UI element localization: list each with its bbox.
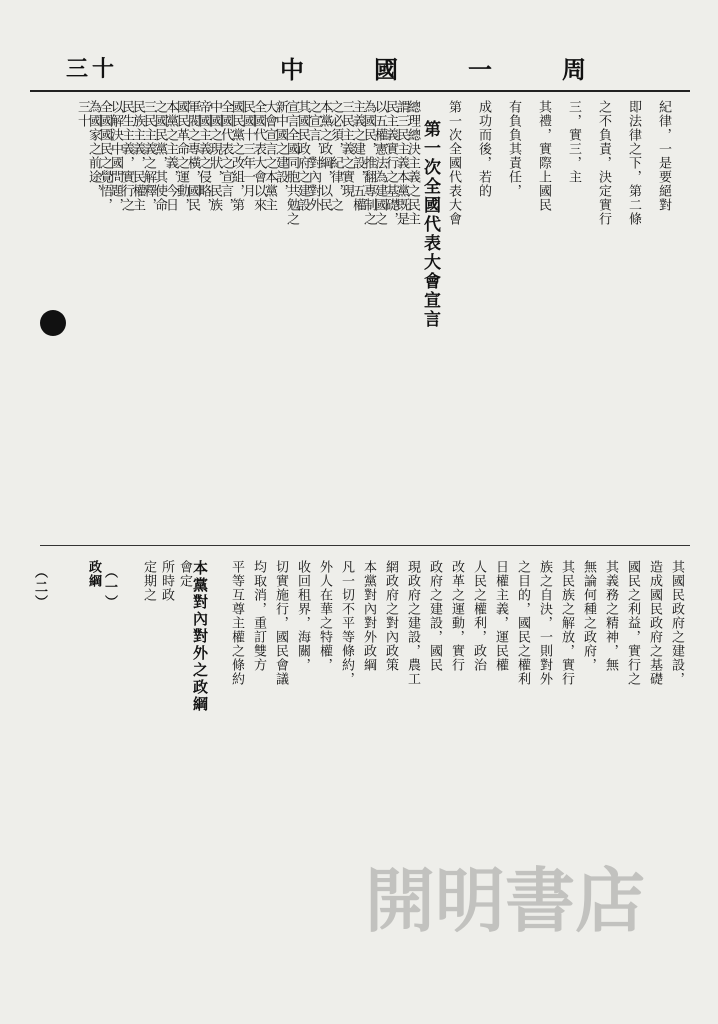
text-column: 切實施行，國民會議 bbox=[273, 560, 288, 686]
text-column: 全國代表之宣言， bbox=[218, 100, 233, 212]
text-column: 軍閥之專橫，國民 bbox=[185, 100, 200, 212]
text-column: 總理總決主義之民主 bbox=[405, 100, 420, 226]
text-column: 主義之建設，五權 bbox=[350, 100, 365, 212]
text-column: 為國家之前途， bbox=[86, 100, 101, 198]
text-column: 其國民政府之建設， bbox=[669, 560, 684, 686]
text-column: 三，實三，主 bbox=[566, 100, 581, 184]
text-column: 平等互尊主權之條約 bbox=[229, 560, 244, 686]
text-column: 民主義實行之基礎， bbox=[383, 100, 398, 226]
text-column: 造成國民政府之基礎 bbox=[647, 560, 662, 686]
text-column: 謂三民主義本黨既是 bbox=[394, 100, 409, 226]
text-column: 新中國之建設， bbox=[273, 100, 288, 198]
text-column: 全國國民之覺悟， bbox=[97, 100, 112, 212]
text-column: 網政府之對內政策 bbox=[383, 560, 398, 672]
text-column: 三十 bbox=[75, 100, 90, 128]
text-column: 有負負其責任， bbox=[506, 100, 521, 198]
page-number: 三十 bbox=[66, 56, 119, 82]
text-column: 民生主義，實行之 bbox=[119, 100, 134, 212]
text-column: 改革之運動，實行 bbox=[449, 560, 464, 672]
text-column: 第一次全國代表大會 bbox=[446, 100, 461, 226]
text-column: 之國民黨，其使命 bbox=[152, 100, 167, 212]
text-column: 人民之權利，政治 bbox=[471, 560, 486, 672]
text-column: 族之自決，一則對外 bbox=[537, 560, 552, 686]
text-column: 即法律之下，第二條 bbox=[626, 100, 641, 226]
text-column: 國民之利益，實行之 bbox=[625, 560, 640, 686]
text-column: 本黨之政綱，以民 bbox=[317, 100, 332, 212]
journal-title: 中國一周 bbox=[280, 55, 656, 84]
text-column: 三民主義之實現 bbox=[339, 100, 354, 198]
platform-heading: 本黨對內對外之政綱 bbox=[191, 560, 209, 713]
text-column: 以五權憲法為建國之 bbox=[372, 100, 387, 226]
text-column: 之宣言，對內對外 bbox=[306, 100, 321, 212]
label-meeting: 會定 bbox=[177, 560, 192, 588]
text-column: 以解決中國問題， bbox=[108, 100, 123, 212]
binding-hole-mark bbox=[40, 310, 66, 336]
text-column: 全國代表大會以來 bbox=[251, 100, 266, 212]
text-column: 均取消，重訂雙方 bbox=[251, 560, 266, 672]
text-column: 國民黨之改組，第 bbox=[229, 100, 244, 212]
text-column: 其義務之精神，無 bbox=[603, 560, 618, 672]
label-timely: 所時政 bbox=[159, 560, 174, 602]
text-column: 為國民，推翻專制之 bbox=[361, 100, 376, 226]
text-column: 中國之現狀，民族 bbox=[207, 100, 222, 212]
subhead-one: （一） bbox=[102, 565, 117, 610]
text-column: 三民主義之解釋， bbox=[141, 100, 156, 212]
text-column: 之不負責，決定實行 bbox=[596, 100, 611, 226]
manifesto-headline: 第一次全國代表大會宣言 bbox=[420, 120, 440, 329]
library-watermark bbox=[340, 840, 670, 960]
text-column: 外人在華之特權， bbox=[317, 560, 332, 672]
text-column: 其禮，實際上國民 bbox=[536, 100, 551, 212]
text-column: 成功而後，若的 bbox=[476, 100, 491, 198]
text-column: 日權主義，運民權 bbox=[493, 560, 508, 672]
text-column: 大會宣言之本黨主 bbox=[262, 100, 277, 212]
text-column: 本黨之主義，今日 bbox=[163, 100, 178, 212]
text-column: 無論何種之政府， bbox=[581, 560, 596, 672]
text-column: 帝國主義之侵略， bbox=[196, 100, 211, 212]
text-column: 凡一切不平等條約， bbox=[339, 560, 354, 686]
text-column: 政府之建設，國民 bbox=[427, 560, 442, 672]
text-column: 其國民政府之建設 bbox=[295, 100, 310, 212]
text-column: 宣言全國同胞共勉之 bbox=[284, 100, 299, 226]
page-header bbox=[30, 40, 690, 92]
text-column: 本黨對內對外政綱 bbox=[361, 560, 376, 672]
text-column: 現政府之建設，農工 bbox=[405, 560, 420, 686]
subhead-two: （二） bbox=[32, 565, 47, 610]
text-column: 民族主義，民權主 bbox=[130, 100, 145, 212]
text-column: 國民革命之運動， bbox=[174, 100, 189, 212]
section-divider bbox=[40, 545, 690, 546]
text-column: 其民族之解放，實行 bbox=[559, 560, 574, 686]
label-periodic: 定期之 bbox=[141, 560, 156, 602]
body-text-block bbox=[70, 100, 420, 530]
intro-text-block bbox=[440, 100, 685, 530]
text-column: 之必須，紀律，之 bbox=[328, 100, 343, 212]
watermark-text: 開明書店 bbox=[365, 859, 645, 942]
text-column: 收回租界，海關， bbox=[295, 560, 310, 672]
text-column: 民國十三年一月 bbox=[240, 100, 255, 198]
label-platform: 政綱 bbox=[86, 560, 101, 588]
text-column: 紀律，一是要絕對 bbox=[656, 100, 671, 212]
text-column: 之目的，國民之權利 bbox=[515, 560, 530, 686]
